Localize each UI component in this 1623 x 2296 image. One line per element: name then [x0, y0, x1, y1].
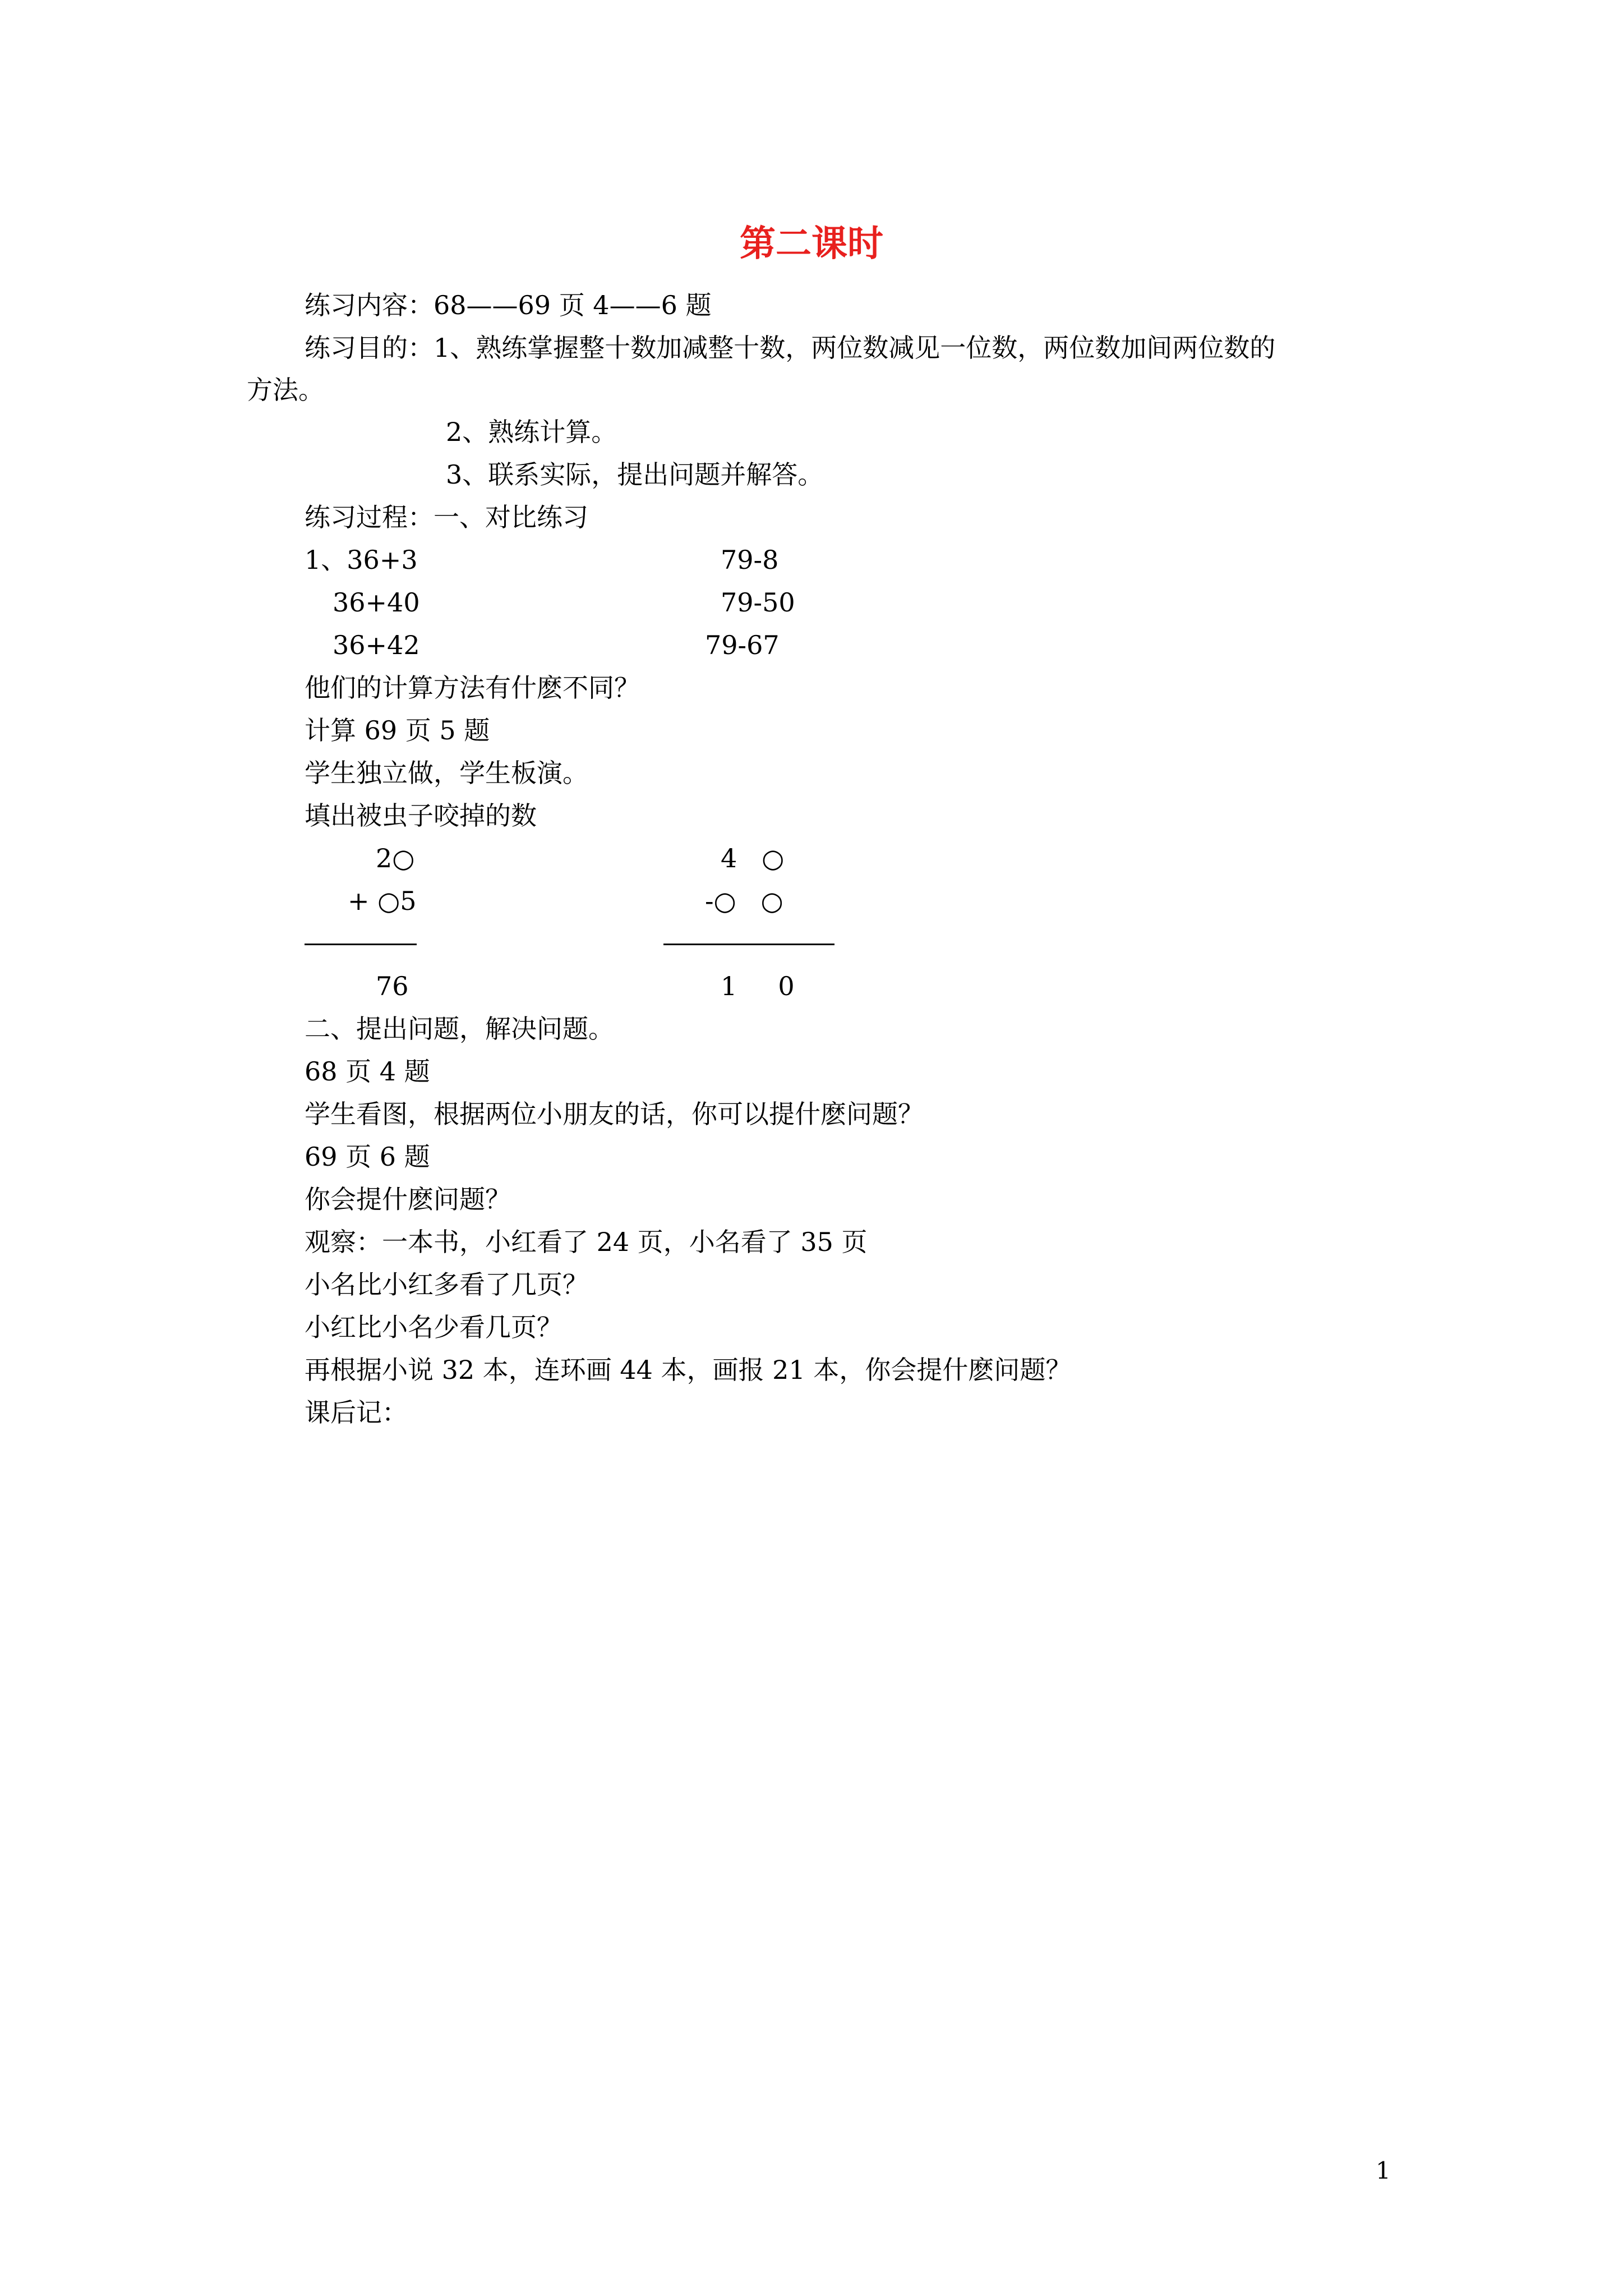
purpose-line-1: 练习目的：1、熟练掌握整十数加减整十数，两位数减见一位数，两位数加间两位数的	[305, 333, 1276, 363]
ex1-right-2: 79-50	[721, 587, 795, 618]
puzzle-left-mid: + ○5	[348, 886, 417, 916]
purpose-line-1-cont: 方法。	[247, 375, 324, 405]
question-books: 再根据小说 32 本，连环画 44 本，画报 21 本，你会提什麽问题？	[305, 1355, 1072, 1385]
puzzle-left-rule	[305, 944, 417, 945]
ex1-left-3: 36+42	[333, 630, 420, 660]
puzzle-right-rule	[663, 944, 834, 945]
look-picture-question: 学生看图，根据两位小朋友的话，你可以提什麽问题？	[305, 1099, 924, 1129]
page-68-q4: 68 页 4 题	[305, 1056, 430, 1087]
question-more: 小名比小红多看了几页？	[305, 1269, 588, 1300]
process-heading: 练习过程：一、对比练习	[305, 502, 588, 532]
calc-69-5: 计算 69 页 5 题	[305, 715, 490, 746]
puzzle-right-mid: -○ ○	[705, 886, 783, 916]
puzzle-left-top: 2○	[376, 843, 415, 873]
fill-bug-heading: 填出被虫子咬掉的数	[305, 800, 537, 831]
question-less: 小红比小名少看几页？	[305, 1312, 562, 1342]
ask-question: 你会提什麽问题？	[305, 1184, 511, 1214]
puzzle-right-top: 4 ○	[721, 843, 785, 873]
purpose-line-3: 3、联系实际，提出问题并解答。	[446, 459, 824, 490]
content-line: 练习内容：68——69 页 4——6 题	[305, 290, 712, 320]
student-work: 学生独立做，学生板演。	[305, 758, 588, 788]
page-69-q6: 69 页 6 题	[305, 1142, 430, 1172]
after-class-notes: 课后记：	[305, 1397, 408, 1428]
ex1-left-1: 1、36+3	[305, 545, 418, 575]
ex1-right-3: 79-67	[705, 630, 780, 660]
purpose-line-2: 2、熟练计算。	[446, 417, 617, 447]
ex1-right-1: 79-8	[721, 545, 779, 575]
puzzle-left-result: 76	[376, 971, 409, 1001]
page-title: 第二课时	[740, 223, 883, 265]
observe-line: 观察：一本书，小红看了 24 页，小名看了 35 页	[305, 1227, 868, 1257]
ex1-left-2: 36+40	[333, 587, 420, 618]
question-difference: 他们的计算方法有什麽不同？	[305, 673, 640, 703]
page-number: 1	[1376, 2157, 1391, 2184]
section-2-heading: 二、提出问题，解决问题。	[305, 1014, 614, 1044]
puzzle-right-result: 1 0	[721, 971, 795, 1001]
